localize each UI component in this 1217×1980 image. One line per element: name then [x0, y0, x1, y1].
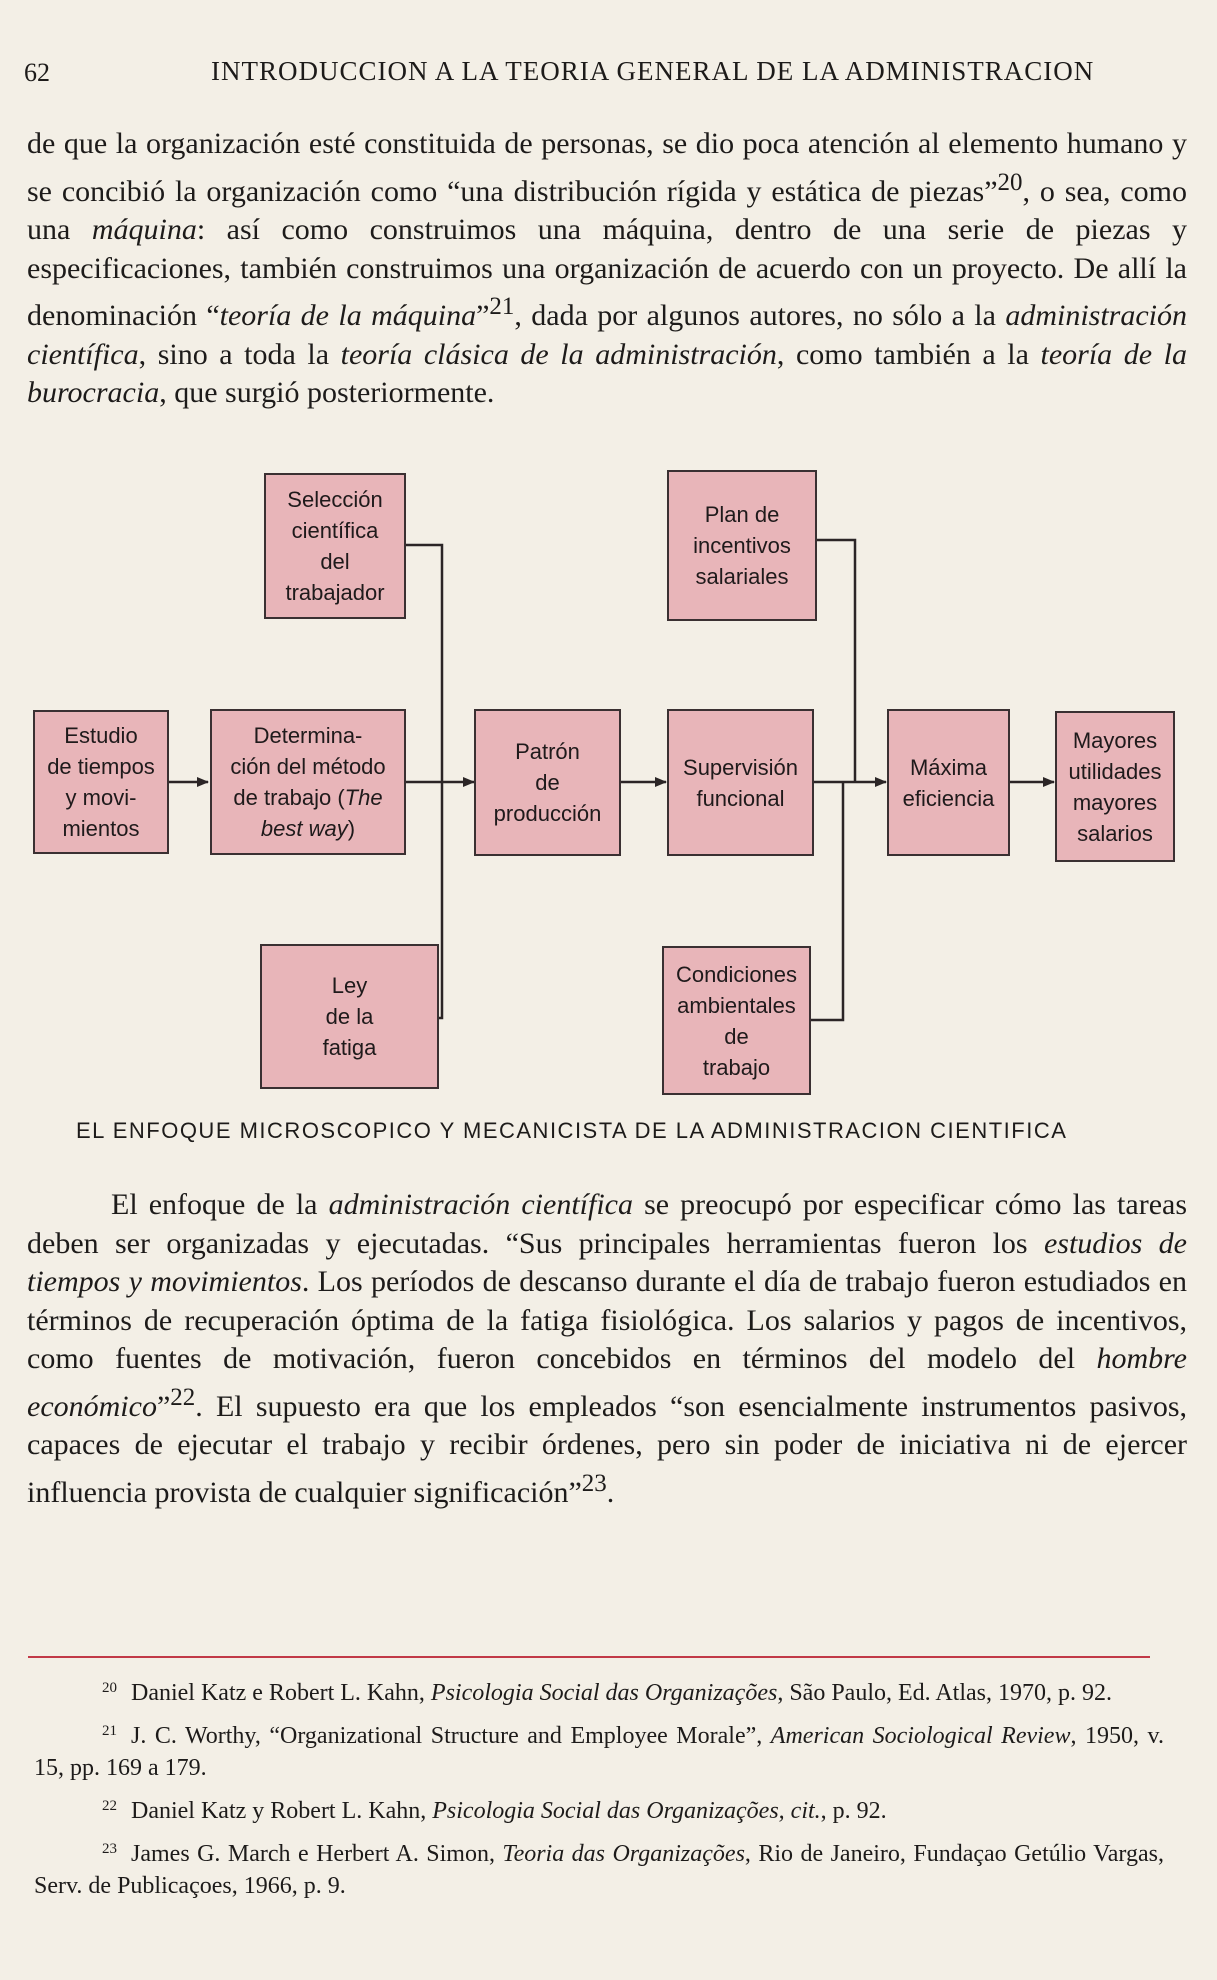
footnote-23 — [34, 1833, 1164, 1902]
box-estudio-tiempos: Estudio de tiempos y movi- mientos — [33, 710, 169, 854]
text-run: El enfoque de la — [111, 1188, 329, 1221]
footnote-text: Daniel Katz e Robert L. Kahn, — [131, 1680, 431, 1706]
footnote-divider — [28, 1656, 1150, 1658]
footnote-number: 23 — [102, 1841, 117, 1857]
box-seleccion-cientifica: Selección científica del trabajador — [264, 473, 406, 619]
determinacion-italic: The best way — [260, 785, 383, 841]
footnote-text: , p. 92. — [820, 1798, 887, 1824]
footnote-ref-22[interactable]: 22 — [170, 1383, 196, 1411]
emphasis: teoría de la burocracia — [27, 337, 1187, 409]
scientific-management-diagram — [0, 460, 1217, 1100]
footnote-20 — [34, 1672, 1164, 1709]
footnote-text: James G. March e Herbert A. Simon, — [131, 1841, 503, 1867]
footnote-number: 22 — [102, 1798, 117, 1814]
connector-seleccion — [404, 545, 442, 782]
footnote-text: Daniel Katz y Robert L. Kahn, — [131, 1798, 433, 1824]
text-run: . Los períodos de descanso durante el día de trabajo fueron estudiados en términos de recuperación óptima de la fatiga fisiológica. Los salarios y pagos de incentivos, como fuentes de motivación, fueron concebidos en términos del modelo del — [27, 1265, 1187, 1375]
paragraph-intro — [27, 125, 1187, 413]
box-patron-produccion: Patrón de producción — [474, 709, 621, 856]
footnote-text: , São Paulo, Ed. Atlas, 1970, p. 92. — [777, 1680, 1112, 1706]
footnote-text: J. C. Worthy, “Organizational Structure and Employee Morale”, — [131, 1723, 771, 1749]
box-mayores-utilidades: Mayores utilidades mayores salarios — [1055, 711, 1175, 862]
footnote-title: Psicologia Social das Organizações — [430, 1680, 778, 1706]
page-number: 62 — [24, 58, 50, 87]
page-header — [24, 52, 1183, 92]
footnote-21 — [34, 1715, 1164, 1784]
footnote-ref-20[interactable]: 20 — [997, 168, 1023, 196]
footnote-text: , Rio de Janeiro, Fundaçao Getúlio Vargas, Serv. de Publicaçoes, 1966, p. 9. — [34, 1841, 1164, 1899]
text-run: ” — [156, 1389, 171, 1423]
text-run: . — [606, 1475, 615, 1509]
text-run: de que la organización esté constituida de personas, se dio poca atención al elemento humano y se concibió la organización como “una distribución rígida y estática de piezas” — [27, 127, 1187, 208]
footnote-number: 21 — [102, 1723, 117, 1739]
text-run: , como también a la — [776, 337, 1041, 371]
text-run: . El supuesto era que los empleados “son esencialmente instrumentos pasivos, capaces de ejecutar el trabajo y recibir órdenes, pero sin poder de iniciativa ni de ejercer influencia provista de cualquier significación” — [27, 1389, 1187, 1509]
text-run: : así como construimos una máquina, dentro de una serie de piezas y especificaciones, también construimos una organización de acuerdo con un proyecto. De allí la denominación “ — [27, 213, 1187, 332]
running-title: INTRODUCCION A LA TEORIA GENERAL DE LA ADMINISTRACION — [211, 56, 1095, 86]
box-condiciones-ambientales: Condiciones ambientales de trabajo — [662, 946, 811, 1095]
footnote-number: 20 — [102, 1680, 117, 1696]
emphasis: teoría de la máquina — [219, 299, 477, 332]
box-plan-incentivos: Plan de incentivos salariales — [667, 470, 817, 621]
footnote-22 — [34, 1790, 1164, 1827]
diagram-caption: EL ENFOQUE MICROSCOPICO Y MECANICISTA DE LA ADMINISTRACION CIENTIFICA — [76, 1118, 1068, 1143]
connector-plan — [815, 540, 855, 782]
emphasis: máquina — [91, 213, 197, 246]
determinacion-close: ) — [347, 816, 356, 841]
footnote-title: Teoria das Organizações — [502, 1841, 745, 1867]
text-run: se preocupó por especificar cómo las tareas deben ser organizadas y ejecutadas. “Sus principales herramientas fueron los — [27, 1188, 1188, 1260]
box-ley-fatiga: Ley de la fatiga — [260, 944, 439, 1089]
emphasis: hombre económico — [27, 1342, 1187, 1423]
footnote-text: , 1950, v. 15, pp. 169 a 179. — [34, 1723, 1164, 1781]
connector-condiciones — [809, 782, 843, 1020]
footnote-title: American Sociological Review — [770, 1723, 1071, 1749]
footnote-ref-21[interactable]: 21 — [489, 293, 515, 320]
text-run: , o sea, como una — [27, 174, 1187, 246]
box-determinacion-metodo — [210, 709, 406, 855]
emphasis: teoría clásica de la administración — [340, 337, 777, 371]
text-run: , que surgió posteriormente. — [159, 376, 495, 409]
emphasis: estudios de tiempos y movimientos — [27, 1226, 1187, 1298]
footnote-title: Psicologia Social das Organizações, cit. — [432, 1798, 821, 1824]
determinacion-text: Determina- ción del método de trabajo ( — [230, 723, 386, 810]
text-run: ” — [476, 299, 490, 332]
emphasis: administración científica — [328, 1188, 633, 1221]
paragraph-enfoque — [27, 1186, 1187, 1512]
text-run: , sino a toda la — [138, 337, 341, 371]
emphasis: administración científica — [27, 299, 1187, 371]
box-supervision-funcional: Supervisión funcional — [667, 709, 814, 856]
footnote-ref-23[interactable]: 23 — [581, 1469, 607, 1497]
box-maxima-eficiencia: Máxima eficiencia — [887, 709, 1010, 856]
text-run: , dada por algunos autores, no sólo a la — [514, 299, 1006, 332]
footnotes — [34, 1672, 1164, 1908]
